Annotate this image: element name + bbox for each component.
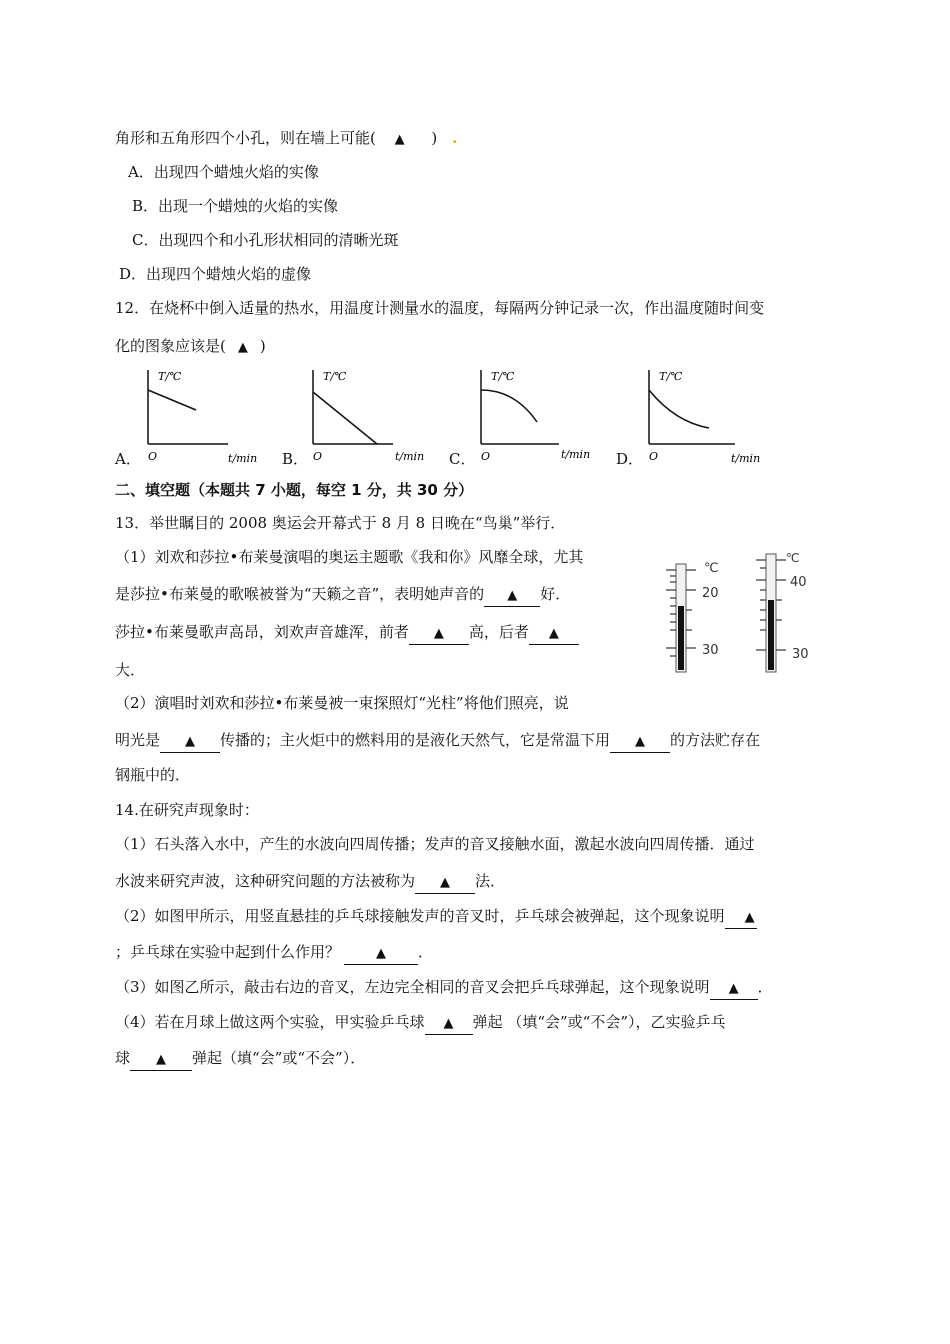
thermometer-2-bottom-tick: 30 (792, 647, 809, 662)
q14-p4-line1: （4）若在月球上做这两个实验，甲实验乒乓球 ▲ 弹起 （填“会”或“不会”），乙实验乒乓 (115, 1012, 726, 1035)
x-axis-label: t/min (731, 452, 761, 465)
answer-blank[interactable]: ▲ (160, 730, 220, 753)
temperature-curve (649, 390, 709, 428)
graph-c (471, 364, 601, 468)
x-axis-label: t/min (395, 450, 425, 463)
q13-p2-line3: 钢瓶中的． (115, 766, 191, 784)
origin-label: O (649, 450, 659, 463)
answer-blank[interactable]: ▲ (484, 584, 540, 607)
graph-c-label: C． (449, 450, 476, 468)
answer-blank[interactable]: ▲ (725, 906, 757, 929)
q14-p4-line2: 球 ▲ 弹起（填“会”或“不会”）． (115, 1048, 365, 1071)
thermometer-2-unit: ℃ (786, 551, 800, 565)
answer-blank[interactable]: ▲ (409, 622, 469, 645)
q11-option-b: B．出现一个蜡烛的火焰的实像 (132, 197, 339, 215)
q14-p2-line2: ；乒乓球在实验中起到什么作用？ ▲ ． (115, 942, 433, 965)
q13-p2-line2: 明光是 ▲ 传播的；主火炬中的燃料用的是液化天然气，它是常温下用 ▲ 的方法贮存在 (115, 730, 760, 753)
temperature-curve (313, 392, 377, 444)
q13-p2-line1: （2）演唱时刘欢和莎拉•布莱曼被一束探照灯“光柱”将他们照亮，说 (115, 694, 569, 712)
temperature-curve (148, 390, 196, 410)
temperature-curve (481, 390, 537, 422)
y-axis-label: T/℃ (491, 370, 515, 383)
answer-blank[interactable]: ▲ (425, 1012, 473, 1035)
q11-stem: 角形和五角形四个小孔，则在墙上可能( ▲ ) . (115, 129, 458, 147)
y-axis-label: T/℃ (659, 370, 683, 383)
graph-d-label: D． (616, 450, 644, 468)
thermometer-1-bottom-tick: 30 (702, 643, 719, 658)
x-axis-label: t/min (561, 448, 591, 461)
thermometers-figure (648, 550, 823, 680)
answer-blank[interactable]: ▲ (529, 622, 579, 645)
answer-blank[interactable]: ▲ (610, 730, 670, 753)
origin-label: O (481, 450, 491, 463)
x-axis-label: t/min (228, 452, 258, 465)
thermometer-1-unit: ℃ (704, 561, 719, 576)
y-axis-label: T/℃ (323, 370, 347, 383)
answer-blank[interactable]: ▲ (344, 942, 418, 965)
q13-p1-line4: 大． (115, 661, 146, 679)
thermometer-1 (666, 561, 719, 672)
graph-b (303, 364, 433, 468)
thermometer-2-top-tick: 40 (790, 575, 807, 590)
answer-blank[interactable]: ▲ (415, 871, 475, 894)
q14-stem: 14.在研究声现象时： (115, 801, 259, 819)
origin-label: O (148, 450, 158, 463)
origin-label: O (313, 450, 323, 463)
thermometer-1-top-tick: 20 (702, 586, 719, 601)
q11-option-d: D．出现四个蜡烛火焰的虚像 (119, 265, 312, 283)
graph-a (138, 364, 268, 468)
answer-blank[interactable]: ▲ (130, 1048, 192, 1071)
q14-p2-line1: （2）如图甲所示，用竖直悬挂的乒乓球接触发声的音叉时，乒乓球会被弹起，这个现象说明 ▲ (115, 906, 757, 929)
graph-d (639, 364, 769, 468)
q13-p1-line3: 莎拉•布莱曼歌声高昂，刘欢声音雄浑，前者 ▲ 高，后者 ▲ (115, 622, 579, 645)
q12-stem-line2: 化的图象应该是( ▲ ) (115, 337, 266, 355)
q13-stem: 13．举世瞩目的 2008 奥运会开幕式于 8 月 8 日晚在“鸟巢”举行． (115, 514, 566, 532)
q11-option-c: C．出现四个和小孔形状相同的清晰光斑 (132, 231, 399, 249)
q14-p1-line1: （1）石头落入水中，产生的水波向四周传播；发声的音叉接触水面，激起水波向四周传播．通过 (115, 835, 755, 853)
q14-p3: （3）如图乙所示，敲击右边的音叉，左边完全相同的音叉会把乒乓球弹起，这个现象说明 ▲ ． (115, 977, 773, 1000)
y-axis-label: T/℃ (158, 370, 182, 383)
answer-mark: ▲ (237, 340, 248, 355)
answer-mark: ▲ (394, 132, 405, 147)
q14-p1-line2: 水波来研究声波，这种研究问题的方法被称为 ▲ 法． (115, 871, 505, 894)
q11-option-a: A．出现四个蜡烛火焰的实像 (128, 163, 319, 181)
graph-b-label: B． (282, 450, 309, 468)
q13-p1-line2: 是莎拉•布莱曼的歌喉被誉为“天籁之音”，表明她声音的 ▲ 好． (115, 584, 570, 607)
section-title: 二、填空题（本题共 7 小题，每空 1 分，共 30 分） (115, 481, 474, 499)
q13-p1-line1: （1）刘欢和莎拉•布莱曼演唱的奥运主题歌《我和你》风靡全球，尤其 (115, 548, 584, 566)
q12-stem-line1: 12．在烧杯中倒入适量的热水，用温度计测量水的温度，每隔两分钟记录一次，作出温度随时间变 (115, 299, 765, 317)
answer-blank[interactable]: ▲ (710, 977, 758, 1000)
thermometer-2 (756, 551, 809, 672)
graph-a-label: A． (115, 450, 141, 468)
